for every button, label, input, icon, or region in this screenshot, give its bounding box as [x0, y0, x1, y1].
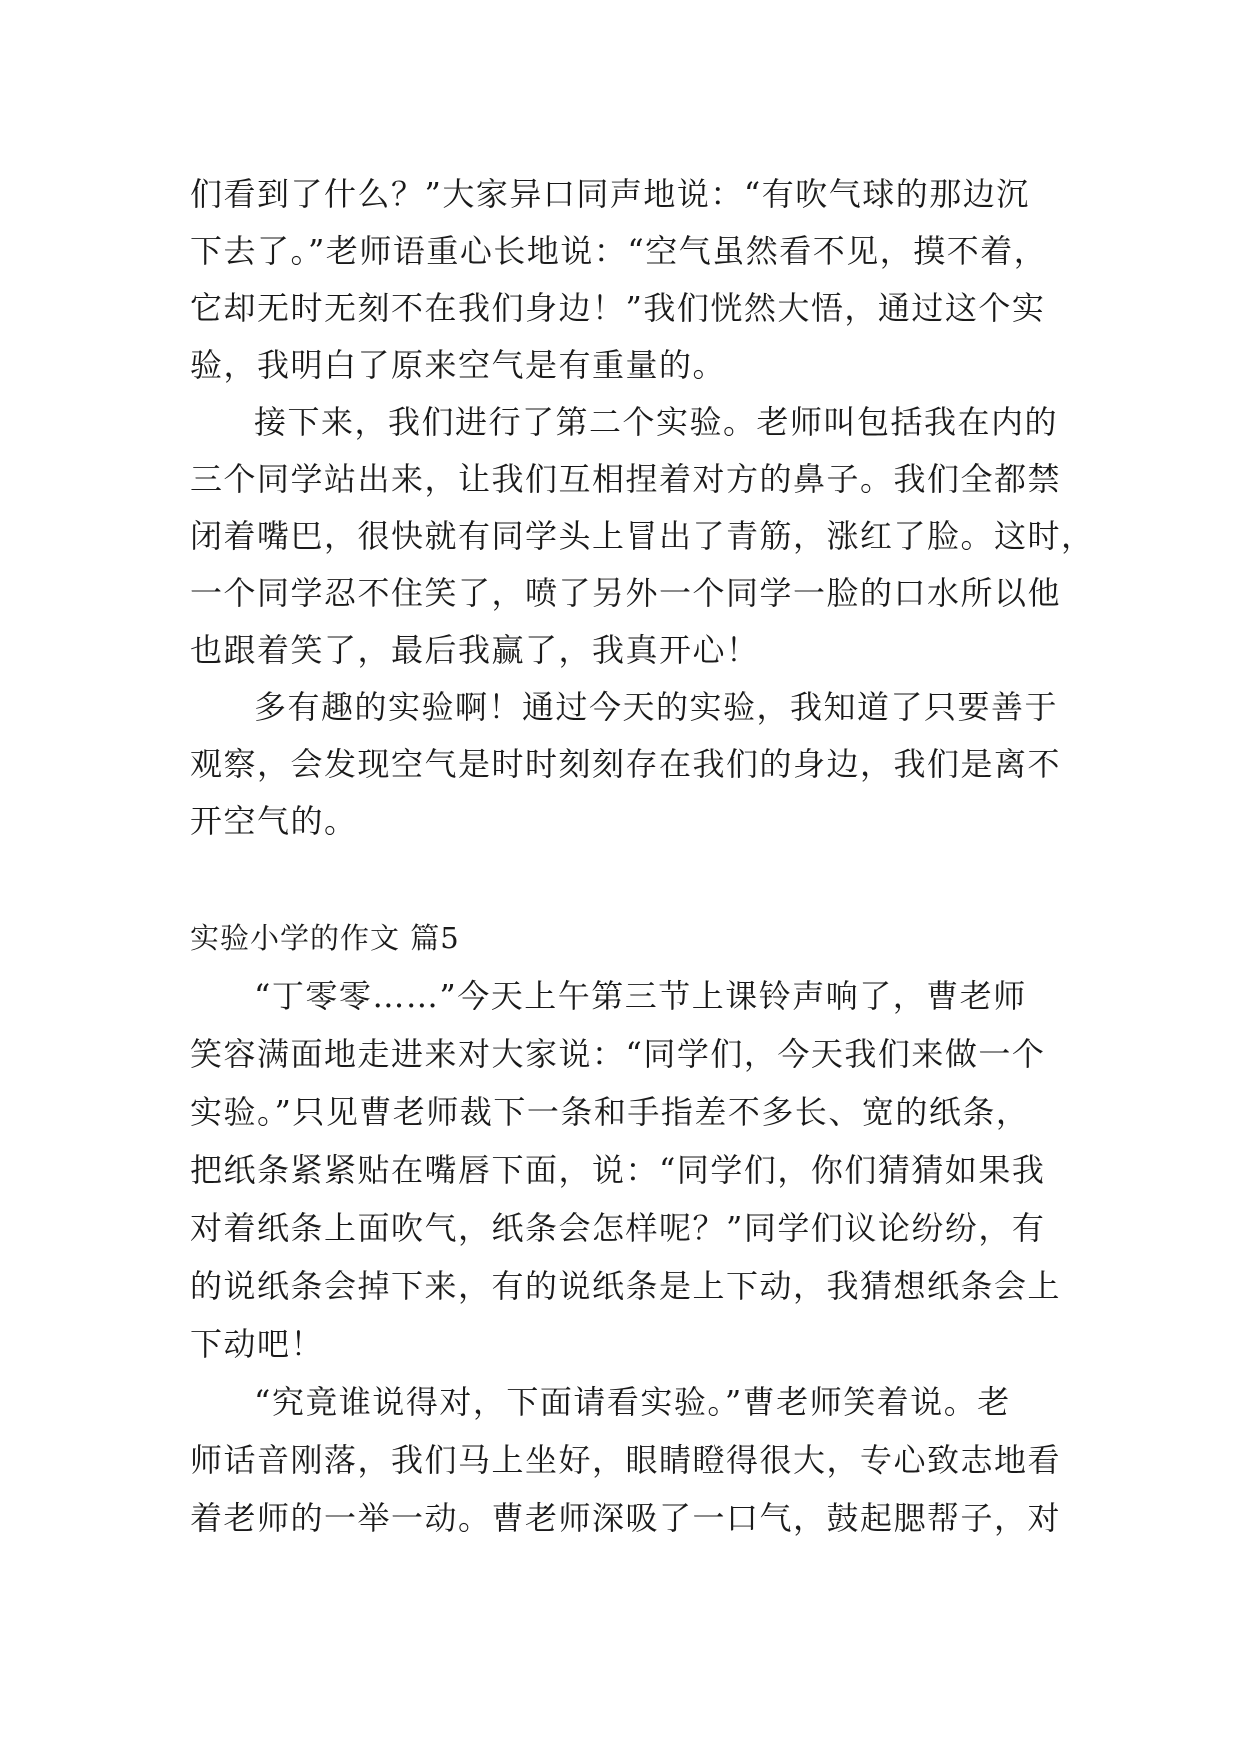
text-line: 把纸条紧紧贴在嘴唇下面，说：“同学们，你们猜猜如果我	[190, 1151, 1046, 1189]
text-line: 的说纸条会掉下来，有的说纸条是上下动，我猜想纸条会上	[190, 1267, 1062, 1305]
text-line: 实验。”只见曹老师裁下一条和手指差不多长、宽的纸条，	[190, 1093, 1030, 1131]
paragraph-first-line: “究竟谁说得对，下面请看实验。”曹老师笑着说。老	[254, 1383, 1011, 1421]
text-line: 着老师的一举一动。曹老师深吸了一口气，鼓起腮帮子，对	[190, 1499, 1062, 1537]
text-line: 下去了。”老师语重心长地说：“空气虽然看不见，摸不着，	[190, 232, 1048, 270]
text-line: 它却无时无刻不在我们身边！”我们恍然大悟，通过这个实	[190, 289, 1046, 327]
text-line: 对着纸条上面吹气，纸条会怎样呢？”同学们议论纷纷，有	[190, 1209, 1046, 1247]
paragraph-first-line: “丁零零……”今天上午第三节上课铃声响了，曹老师	[254, 977, 1027, 1015]
text-line: 笑容满面地走进来对大家说：“同学们，今天我们来做一个	[190, 1035, 1046, 1073]
text-line: 也跟着笑了，最后我赢了，我真开心！	[190, 631, 760, 669]
text-line: 闭着嘴巴，很快就有同学头上冒出了青筋，涨红了脸。这时，	[190, 517, 1095, 555]
text-line: 观察，会发现空气是时时刻刻存在我们的身边，我们是离不	[190, 745, 1062, 783]
paragraph-first-line: 接下来，我们进行了第二个实验。老师叫包括我在内的	[254, 403, 1059, 441]
text-line: 三个同学站出来，让我们互相捏着对方的鼻子。我们全都禁	[190, 460, 1062, 498]
text-line: 验，我明白了原来空气是有重量的。	[190, 346, 727, 384]
paragraph-first-line: 多有趣的实验啊！通过今天的实验，我知道了只要善于	[254, 688, 1059, 726]
section-heading: 实验小学的作文 篇5	[190, 921, 460, 955]
text-line: 师话音刚落，我们马上坐好，眼睛瞪得很大，专心致志地看	[190, 1441, 1062, 1479]
text-line: 一个同学忍不住笑了，喷了另外一个同学一脸的口水所以他	[190, 574, 1062, 612]
text-line: 们看到了什么？”大家异口同声地说：“有吹气球的那边沉	[190, 175, 1030, 213]
text-line: 开空气的。	[190, 802, 358, 840]
text-line: 下动吧！	[190, 1325, 325, 1363]
